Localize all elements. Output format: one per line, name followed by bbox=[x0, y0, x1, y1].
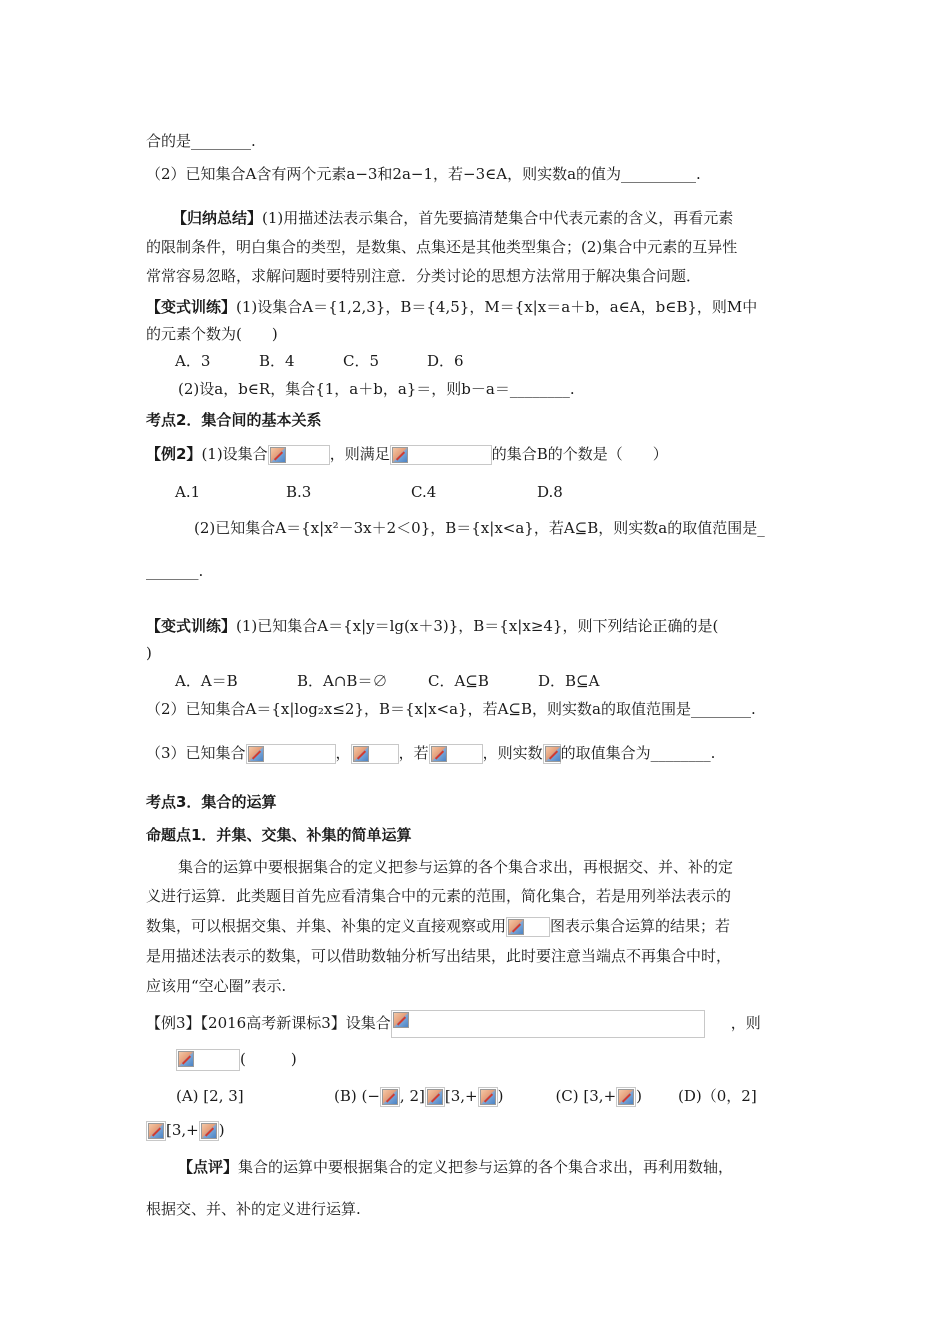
line-text: (1)已知集合A＝{x|y＝lg(x＋3)}，B＝{x|x≥4}，则下列结论正确的是( bbox=[236, 617, 719, 635]
text-line bbox=[146, 265, 701, 287]
line-text: (2)设a，b∈R，集合{1，a＋b，a}＝，则b－a＝________. bbox=[178, 380, 575, 398]
text-line bbox=[146, 560, 203, 582]
line-text: 的取值集合为________. bbox=[560, 744, 716, 762]
line-text: (2)已知集合A＝{x|x²－3x＋2＜0}，B＝{x|x<a}，若A⊆B，则实数a的取值范围是_ bbox=[194, 519, 765, 537]
line-text: 常常容易忽略，求解问题时要特别注意．分类讨论的思想方法常用于解决集合问题． bbox=[146, 267, 702, 285]
section-heading bbox=[146, 791, 276, 813]
text-line bbox=[146, 742, 715, 764]
formula-image bbox=[268, 445, 330, 465]
text-line bbox=[178, 856, 733, 878]
broken-image-icon bbox=[353, 746, 369, 762]
option-d: D．B⊆A bbox=[538, 672, 600, 690]
line-text: 的集合B的个数是（ ） bbox=[491, 445, 668, 463]
line-text: (1)用描述法表示集合，首先要搞清楚集合中代表元素的含义，再看元素 bbox=[262, 209, 734, 227]
broken-image-icon bbox=[618, 1089, 634, 1105]
line-text: 的元素个数为( ) bbox=[146, 325, 278, 343]
formula-image bbox=[199, 1121, 219, 1141]
option-c: C．5 bbox=[343, 352, 380, 370]
line-text: 【例3】【2016高考新课标3】设集合 bbox=[146, 1014, 391, 1032]
text-line bbox=[146, 975, 286, 997]
line-text: (1)设集合 bbox=[201, 445, 268, 463]
line-text: 数集，可以根据交集、并集、补集的定义直接观察或用 bbox=[146, 917, 507, 935]
line-text: 的限制条件，明白集合的类型，是数集、点集还是其他类型集合；(2)集合中元素的互异性 bbox=[146, 238, 738, 256]
broken-image-icon bbox=[148, 1123, 164, 1139]
line-text: 集合的运算中要根据集合的定义把参与运算的各个集合求出，再根据交、并、补的定 bbox=[178, 858, 734, 876]
summary-line bbox=[172, 207, 733, 229]
text-line bbox=[146, 130, 256, 152]
broken-image-icon bbox=[393, 1012, 409, 1028]
formula-image bbox=[351, 744, 399, 764]
line-text: 义进行运算．此类题目首先应看清集合中的元素的范围，简化集合，若是用列举法表示的 bbox=[146, 887, 732, 905]
option-b: (B) (− bbox=[334, 1087, 380, 1105]
line-text: 是用描述法表示的数集，可以借助数轴分析写出结果，此时要注意当端点不再集合中时， bbox=[146, 947, 732, 965]
example-label: 【例2】 bbox=[146, 445, 202, 463]
text-line bbox=[178, 378, 575, 400]
line-text: 合的是________. bbox=[146, 132, 256, 150]
text-line bbox=[194, 517, 765, 539]
broken-image-icon bbox=[382, 1089, 398, 1105]
option-b: , 2] bbox=[399, 1087, 425, 1105]
option-b: B．4 bbox=[259, 352, 295, 370]
formula-image bbox=[390, 445, 492, 465]
text-line bbox=[146, 163, 701, 185]
broken-image-icon bbox=[248, 746, 264, 762]
option-d: (D)（0，2] bbox=[678, 1087, 757, 1105]
formula-image bbox=[616, 1087, 636, 1107]
option-c: C．A⊆B bbox=[428, 672, 489, 690]
broken-image-icon bbox=[480, 1089, 496, 1105]
option-a: A.1 bbox=[175, 483, 201, 501]
example-line bbox=[146, 1010, 761, 1038]
options-row bbox=[175, 481, 563, 503]
formula-image bbox=[506, 917, 550, 937]
options-row bbox=[176, 1085, 757, 1107]
practice-line bbox=[146, 615, 718, 637]
options-row bbox=[175, 670, 599, 692]
option-b: [3,+ bbox=[444, 1087, 478, 1105]
text-line bbox=[146, 323, 278, 345]
text-line bbox=[146, 885, 731, 907]
text-line bbox=[146, 236, 737, 258]
text-line bbox=[176, 1048, 297, 1071]
line-text: ，则实数 bbox=[482, 744, 543, 762]
formula-image bbox=[391, 1010, 705, 1038]
option-d: D．6 bbox=[427, 352, 464, 370]
option-d: [3,+ bbox=[166, 1121, 199, 1139]
line-text: ， bbox=[335, 744, 351, 762]
formula-image bbox=[246, 744, 336, 764]
practice-label: 【变式训练】 bbox=[146, 617, 237, 635]
heading-text: 考点2．集合间的基本关系 bbox=[146, 411, 322, 429]
broken-image-icon bbox=[545, 746, 561, 762]
subsection-heading bbox=[146, 824, 411, 846]
line-text: 图表示集合运算的结果；若 bbox=[550, 917, 731, 935]
option-b: B.3 bbox=[286, 483, 312, 501]
heading-text: 考点3．集合的运算 bbox=[146, 793, 277, 811]
heading-text: 命题点1．并集、交集、补集的简单运算 bbox=[146, 826, 412, 844]
option-c: ) bbox=[636, 1087, 642, 1105]
option-c: (C) [3,+ bbox=[555, 1087, 617, 1105]
line-text: ，若 bbox=[398, 744, 429, 762]
broken-image-icon bbox=[392, 447, 408, 463]
line-text: 应该用“空心圈”表示. bbox=[146, 977, 287, 995]
option-c: C.4 bbox=[411, 483, 437, 501]
example-line bbox=[146, 443, 668, 465]
practice-line bbox=[146, 296, 757, 318]
formula-image bbox=[146, 1121, 166, 1141]
text-line bbox=[146, 1119, 225, 1141]
option-b: B．A∩B＝∅ bbox=[297, 672, 388, 690]
text-line bbox=[146, 945, 731, 967]
line-text: (1)设集合A＝{1,2,3}，B＝{4,5}，M＝{x|x＝a＋b，a∈A，b∈B}，则M中 bbox=[236, 298, 758, 316]
formula-image bbox=[176, 1049, 240, 1071]
line-text: 根据交、并、补的定义进行运算. bbox=[146, 1200, 361, 1218]
line-text: （2）已知集合A含有两个元素a−3和2a−1，若−3∈A，则实数a的值为__________. bbox=[146, 165, 701, 183]
broken-image-icon bbox=[270, 447, 286, 463]
text-line bbox=[146, 915, 730, 937]
broken-image-icon bbox=[201, 1123, 217, 1139]
formula-image bbox=[543, 744, 561, 764]
section-heading bbox=[146, 409, 321, 431]
option-b: ) bbox=[497, 1087, 504, 1105]
practice-label: 【变式训练】 bbox=[146, 298, 237, 316]
line-text: ) bbox=[146, 644, 152, 662]
line-text: ( ) bbox=[240, 1050, 297, 1068]
broken-image-icon bbox=[431, 746, 447, 762]
option-d: ) bbox=[218, 1121, 225, 1139]
options-row bbox=[175, 350, 464, 372]
text-line bbox=[146, 642, 152, 664]
line-text: _______. bbox=[146, 562, 204, 580]
comment-label: 【点评】 bbox=[178, 1158, 239, 1176]
option-a: A．3 bbox=[175, 352, 211, 370]
line-text: （3）已知集合 bbox=[146, 744, 246, 762]
formula-image bbox=[429, 744, 483, 764]
option-d: D.8 bbox=[537, 483, 563, 501]
option-a: A．A＝B bbox=[175, 672, 238, 690]
line-text: （2）已知集合A＝{x|log₂x≤2}，B＝{x|x<a}，若A⊆B，则实数a的取值范围是________. bbox=[146, 700, 756, 718]
line-text: 集合的运算中要根据集合的定义把参与运算的各个集合求出，再利用数轴， bbox=[238, 1158, 734, 1176]
option-a: (A) [2, 3] bbox=[176, 1087, 244, 1105]
line-text: ，则满足 bbox=[329, 445, 390, 463]
text-line bbox=[146, 1198, 361, 1220]
broken-image-icon bbox=[178, 1051, 194, 1067]
comment-line bbox=[178, 1156, 733, 1178]
formula-image bbox=[380, 1087, 400, 1107]
broken-image-icon bbox=[427, 1089, 443, 1105]
text-line bbox=[146, 698, 756, 720]
formula-image bbox=[425, 1087, 445, 1107]
line-text: ，则 bbox=[730, 1014, 761, 1032]
formula-image bbox=[478, 1087, 498, 1107]
summary-label: 【归纳总结】 bbox=[172, 209, 263, 227]
broken-image-icon bbox=[508, 919, 524, 935]
